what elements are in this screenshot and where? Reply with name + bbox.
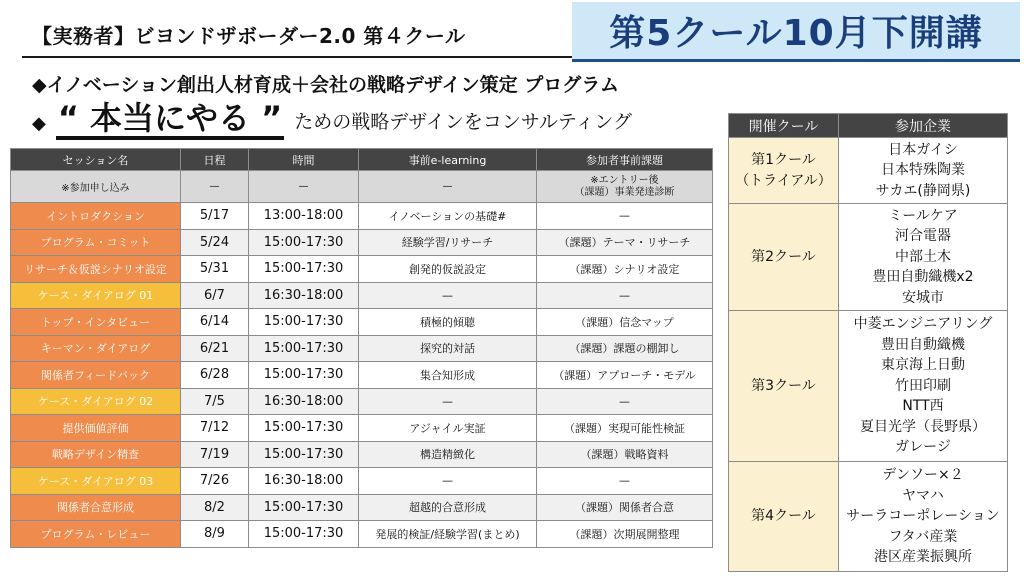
- company-name: 港区産業振興所: [874, 549, 972, 566]
- session-elearning: —: [359, 282, 537, 309]
- session-task: （課題）戦略資料: [537, 441, 713, 468]
- company-name: ミールケア: [888, 207, 958, 224]
- session-elearning: 構造精緻化: [359, 441, 537, 468]
- kur-row: [729, 138, 1008, 204]
- company-name: 夏目光学（長野県）: [860, 418, 986, 435]
- session-task: —: [537, 282, 713, 309]
- session-time: 15:00-17:30: [249, 441, 359, 468]
- session-name: ケース・ダイアログ 02: [11, 388, 181, 415]
- table-row: [11, 256, 713, 283]
- session-elearning: イノベーションの基礎#: [359, 203, 537, 230]
- col-header-date: 日程: [181, 149, 249, 171]
- title-underline: [22, 56, 582, 58]
- session-date: 6/7: [181, 282, 249, 309]
- col-header-session: セッション名: [11, 149, 181, 171]
- session-elearning: 積極的傾聴: [359, 309, 537, 336]
- company-name: 中部土木: [895, 248, 951, 265]
- kur-row: [729, 462, 1008, 572]
- session-date: 5/31: [181, 256, 249, 283]
- table-row: [11, 309, 713, 336]
- session-time: 16:30-18:00: [249, 388, 359, 415]
- session-task: （課題）実現可能性検証: [537, 415, 713, 442]
- session-date: 8/9: [181, 521, 249, 548]
- session-name: リサーチ＆仮説シナリオ設定: [11, 256, 181, 283]
- kur-note: （トライアル）: [735, 172, 832, 189]
- session-task: —: [537, 468, 713, 495]
- banner-text: 第5クール10月下開講: [609, 13, 983, 54]
- session-elearning: 創発的仮説設定: [359, 256, 537, 283]
- session-task: [537, 171, 713, 203]
- session-time: 15:00-17:30: [249, 256, 359, 283]
- session-task: （課題）課題の棚卸し: [537, 335, 713, 362]
- session-task: —: [537, 203, 713, 230]
- company-name: 竹田印刷: [895, 377, 951, 394]
- company-name: 中菱エンジニアリング: [853, 316, 993, 333]
- kur-label: [729, 204, 839, 311]
- kur-name: 第1クール: [751, 152, 816, 168]
- kur-name: 第2クール: [751, 248, 816, 265]
- session-time: —: [249, 171, 359, 203]
- session-time: 16:30-18:00: [249, 282, 359, 309]
- company-name: NTT西: [902, 398, 944, 415]
- session-name: 関係者フィードバック: [11, 362, 181, 389]
- kur-label: [729, 138, 839, 204]
- session-time: 15:00-17:30: [249, 362, 359, 389]
- session-elearning: —: [359, 171, 537, 203]
- kur-name: 第4クール: [751, 508, 816, 525]
- tagline-text: ための戦略デザインをコンサルティング: [294, 111, 633, 133]
- col-header-elearning: 事前e-learning: [359, 149, 537, 171]
- kur-row: [729, 311, 1008, 462]
- session-date: 6/21: [181, 335, 249, 362]
- announcement-banner: [572, 2, 1020, 62]
- session-date: 7/12: [181, 415, 249, 442]
- session-task: （課題）信念マップ: [537, 309, 713, 336]
- col-header-task: 参加者事前課題: [537, 149, 713, 171]
- session-time: 15:00-17:30: [249, 335, 359, 362]
- session-name: 提供価値評価: [11, 415, 181, 442]
- session-name: ケース・ダイアログ 03: [11, 468, 181, 495]
- session-task: （課題）アプローチ・モデル: [537, 362, 713, 389]
- tagline: [32, 98, 632, 140]
- session-task: —: [537, 388, 713, 415]
- session-name: プログラム・コミット: [11, 229, 181, 256]
- session-elearning: —: [359, 388, 537, 415]
- session-schedule-table: [10, 148, 713, 548]
- session-task: （課題）関係者合意: [537, 494, 713, 521]
- session-time: 13:00-18:00: [249, 203, 359, 230]
- session-elearning: アジャイル実証: [359, 415, 537, 442]
- session-time: 15:00-17:30: [249, 521, 359, 548]
- table-row: [11, 362, 713, 389]
- company-name: サーラコーポレーション: [846, 508, 1000, 525]
- company-name: 東京海上日動: [881, 357, 965, 374]
- session-time: 16:30-18:00: [249, 468, 359, 495]
- kur-label: [729, 462, 839, 572]
- table-row: [11, 468, 713, 495]
- session-date: 6/28: [181, 362, 249, 389]
- session-date: 8/2: [181, 494, 249, 521]
- col-header-companies: 参加企業: [839, 114, 1008, 138]
- session-date: 7/26: [181, 468, 249, 495]
- session-date: 6/14: [181, 309, 249, 336]
- col-header-kur: 開催クール: [729, 114, 839, 138]
- company-name: デンソー×２: [882, 467, 964, 484]
- company-name: ヤマハ: [902, 487, 944, 504]
- session-date: 5/17: [181, 203, 249, 230]
- table-row: [11, 441, 713, 468]
- session-time: 15:00-17:30: [249, 415, 359, 442]
- session-date: —: [181, 171, 249, 203]
- session-elearning: 発展的検証/経験学習(まとめ): [359, 521, 537, 548]
- company-name: 河合電器: [895, 228, 951, 245]
- session-elearning: 集合知形成: [359, 362, 537, 389]
- session-name: プログラム・レビュー: [11, 521, 181, 548]
- task-line: （課題）事業発達診断: [574, 186, 675, 198]
- company-list: [839, 311, 1008, 462]
- company-name: 豊田自動織機x2: [872, 269, 974, 286]
- schedule-header-row: [11, 149, 713, 171]
- session-name: イントロダクション: [11, 203, 181, 230]
- session-elearning: 超越的合意形成: [359, 494, 537, 521]
- session-time: 15:00-17:30: [249, 494, 359, 521]
- col-header-time: 時間: [249, 149, 359, 171]
- session-name: 戦略デザイン精査: [11, 441, 181, 468]
- company-name: フタバ産業: [888, 528, 958, 545]
- company-name: 豊田自動織機: [881, 336, 965, 353]
- page-title: 【実務者】ビヨンドザボーダー2.0 第４クール: [32, 24, 466, 48]
- session-date: 5/24: [181, 229, 249, 256]
- company-list: [839, 204, 1008, 311]
- program-subtitle: ◆イノベーション創出人材育成＋会社の戦略デザイン策定 プログラム: [32, 74, 620, 96]
- table-row: [11, 388, 713, 415]
- session-date: 7/19: [181, 441, 249, 468]
- session-elearning: —: [359, 468, 537, 495]
- session-date: 7/5: [181, 388, 249, 415]
- company-name: 日本ガイシ: [888, 141, 958, 158]
- tagline-emphasis: “ 本当にやる ”: [56, 101, 284, 140]
- session-name: 関係者合意形成: [11, 494, 181, 521]
- session-name: キーマン・ダイアログ: [11, 335, 181, 362]
- table-row: [11, 282, 713, 309]
- table-row: [11, 521, 713, 548]
- company-name: 日本特殊陶業: [881, 162, 965, 179]
- company-list: [839, 138, 1008, 204]
- table-row: [11, 229, 713, 256]
- companies-header-row: [729, 114, 1008, 138]
- participating-companies-table: [728, 113, 1008, 572]
- table-row: [11, 203, 713, 230]
- company-list: [839, 462, 1008, 572]
- kur-label: [729, 311, 839, 462]
- company-name: サカエ(静岡県): [875, 182, 971, 199]
- table-row-application: [11, 171, 713, 203]
- session-name: ※参加申し込み: [11, 171, 181, 203]
- session-elearning: 経験学習/リサーチ: [359, 229, 537, 256]
- company-name: 安城市: [902, 289, 944, 306]
- company-name: ガレージ: [895, 439, 951, 456]
- session-elearning: 探究的対話: [359, 335, 537, 362]
- task-line: ※エントリー後: [590, 175, 659, 186]
- kur-name: 第3クール: [751, 377, 816, 394]
- kur-row: [729, 204, 1008, 311]
- table-row: [11, 494, 713, 521]
- table-row: [11, 415, 713, 442]
- session-time: 15:00-17:30: [249, 229, 359, 256]
- session-name: トップ・インタビュー: [11, 309, 181, 336]
- session-task: （課題）次期展開整理: [537, 521, 713, 548]
- session-time: 15:00-17:30: [249, 309, 359, 336]
- session-task: （課題）シナリオ設定: [537, 256, 713, 283]
- table-row: [11, 335, 713, 362]
- session-name: ケース・ダイアログ 01: [11, 282, 181, 309]
- diamond-bullet: ◆: [32, 113, 46, 134]
- session-task: （課題）テーマ・リサーチ: [537, 229, 713, 256]
